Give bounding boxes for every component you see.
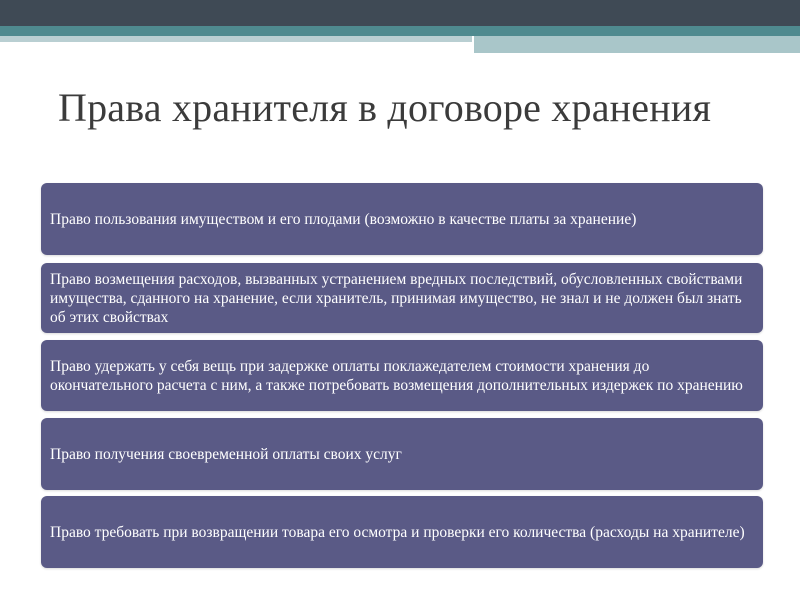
list-item-text: Право возмещения расходов, вызванных устранением вредных последствий, обусловленных свойствами имущества, сданного на хранение, если хранитель, принимая имущество, не знал и не должен был знать об этих свойствах — [50, 270, 743, 326]
rights-list — [41, 183, 763, 568]
list-item — [41, 496, 763, 568]
header-band-dark — [0, 0, 800, 26]
list-item — [41, 263, 763, 333]
slide-title: Права хранителя в договоре хранения — [58, 85, 712, 130]
list-item — [41, 340, 763, 411]
header-band-light-left — [0, 36, 472, 42]
list-item — [41, 183, 763, 255]
list-item-text: Право требовать при возвращении товара его осмотра и проверки его количества (расходы на хранителе) — [50, 523, 745, 541]
list-item-text: Право удержать у себя вещь при задержке оплаты поклажедателем стоимости хранения до окончательного расчета с ним, а также потребовать возмещения дополнительных издержек по хранению — [50, 357, 743, 394]
list-item-text: Право пользования имуществом и его плодами (возможно в качестве платы за хранение) — [50, 210, 637, 228]
list-item-text: Право получения своевременной оплаты своих услуг — [50, 445, 402, 463]
header-band-teal — [0, 26, 800, 36]
header-band-light-right — [474, 36, 800, 53]
list-item — [41, 418, 763, 490]
